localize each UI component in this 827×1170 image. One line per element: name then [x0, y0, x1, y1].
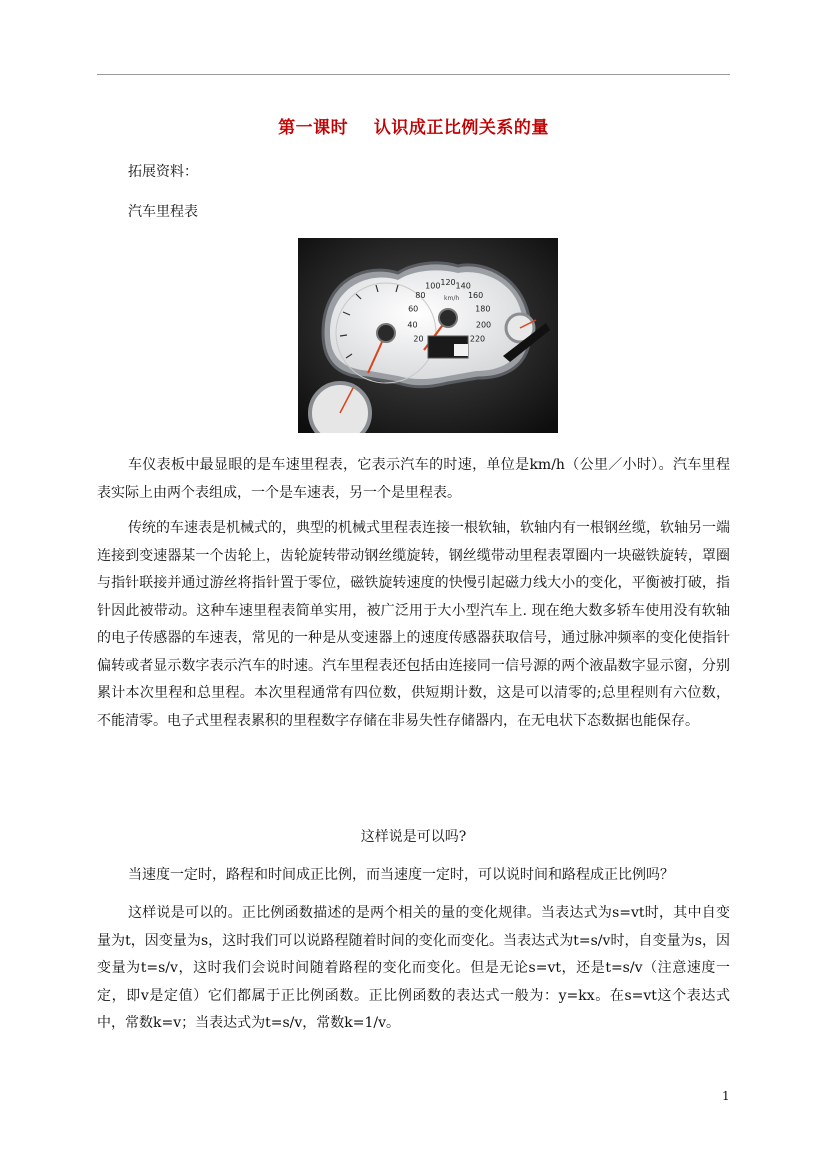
speedo-tick-label: 60: [408, 304, 419, 314]
speedo-tick-label: 80: [415, 290, 426, 300]
speedo-tick-label: 220: [469, 334, 486, 344]
odometer-label: 汽车里程表: [128, 204, 198, 220]
header-rule: [97, 74, 730, 75]
question-heading: 这样说是可以吗?: [360, 829, 467, 845]
dashboard-photo: [298, 238, 558, 433]
speedo-tick-label: 40: [407, 320, 418, 330]
speedo-tick-label: 20: [413, 334, 424, 344]
speedo-tick-label: 200: [475, 320, 492, 330]
page-title: 第一课时 认识成正比例关系的量: [278, 118, 549, 138]
paragraph-2: 传统的车速表是机械式的，典型的机械式里程表连接一根软轴，软轴内有一根钢丝缆，软轴另一端连接到变速器某一个齿轮上，齿轮旋转带动钢丝缆旋转，钢丝缆带动里程表罩圈内一块磁铁旋转，罩圈与指针联接并通过游丝将指针置于零位，磁铁旋转速度的快慢引起磁力线大小的变化，平衡被打破，指针因此被带动。这种车速里程表简单实用，被广泛用于大小型汽车上. 现在绝大数多轿车使用没有软轴的电子传感器的车速表，常见的一种是从变速器上的速度传感器获取信号，通过脉冲频率的变化使指针偏转或者显示数字表示汽车的时速。汽车里程表还包括由连接同一信号源的两个液晶数字显示窗，分别累计本次里程和总里程。本次里程通常有四位数，供短期计数，这是可以清零的;总里程则有六位数，不能清零。电子式里程表累积的里程数字存储在非易失性存储器内，在无电状下态数据也能保存。: [97, 520, 730, 729]
paragraph-1: 车仪表板中最显眼的是车速里程表，它表示汽车的时速，单位是km/h（公里／小时）。汽车里程表实际上由两个表组成，一个是车速表，另一个是里程表。: [97, 457, 730, 501]
paragraph-3: 这样说是可以的。正比例函数描述的是两个相关的量的变化规律。当表达式为s=vt时，其中自变量为t，因变量为s，这时我们可以说路程随着时间的变化而变化。当表达式为t=s/v时，自变量为s，因变量为t=s/v，这时我们会说时间随着路程的变化而变化。但是无论s=vt，还是t=s/v（注意速度一定，即v是定值）它们都属于正比例函数。正比例函数的表达式一般为：y=kx。在s=vt这个表达式中，常数k=v；当表达式为t=s/v，常数k=1/v。: [97, 905, 730, 1031]
speedo-unit-label: km/h: [444, 295, 460, 302]
speedo-tick-label: 140: [455, 281, 471, 291]
speedo-tick-label: 100: [425, 281, 441, 291]
speedo-tick-label: 120: [440, 278, 456, 287]
speedo-tick-label: 160: [467, 290, 484, 300]
question-text: 当速度一定时，路程和时间成正比例，而当速度一定时，可以说时间和路程成正比例吗？: [128, 867, 674, 883]
extension-label: 拓展资料：: [128, 164, 198, 180]
speedometer-illustration: [298, 238, 558, 433]
page-number: 1: [722, 1089, 730, 1103]
speedo-tick-label: 180: [475, 304, 491, 314]
